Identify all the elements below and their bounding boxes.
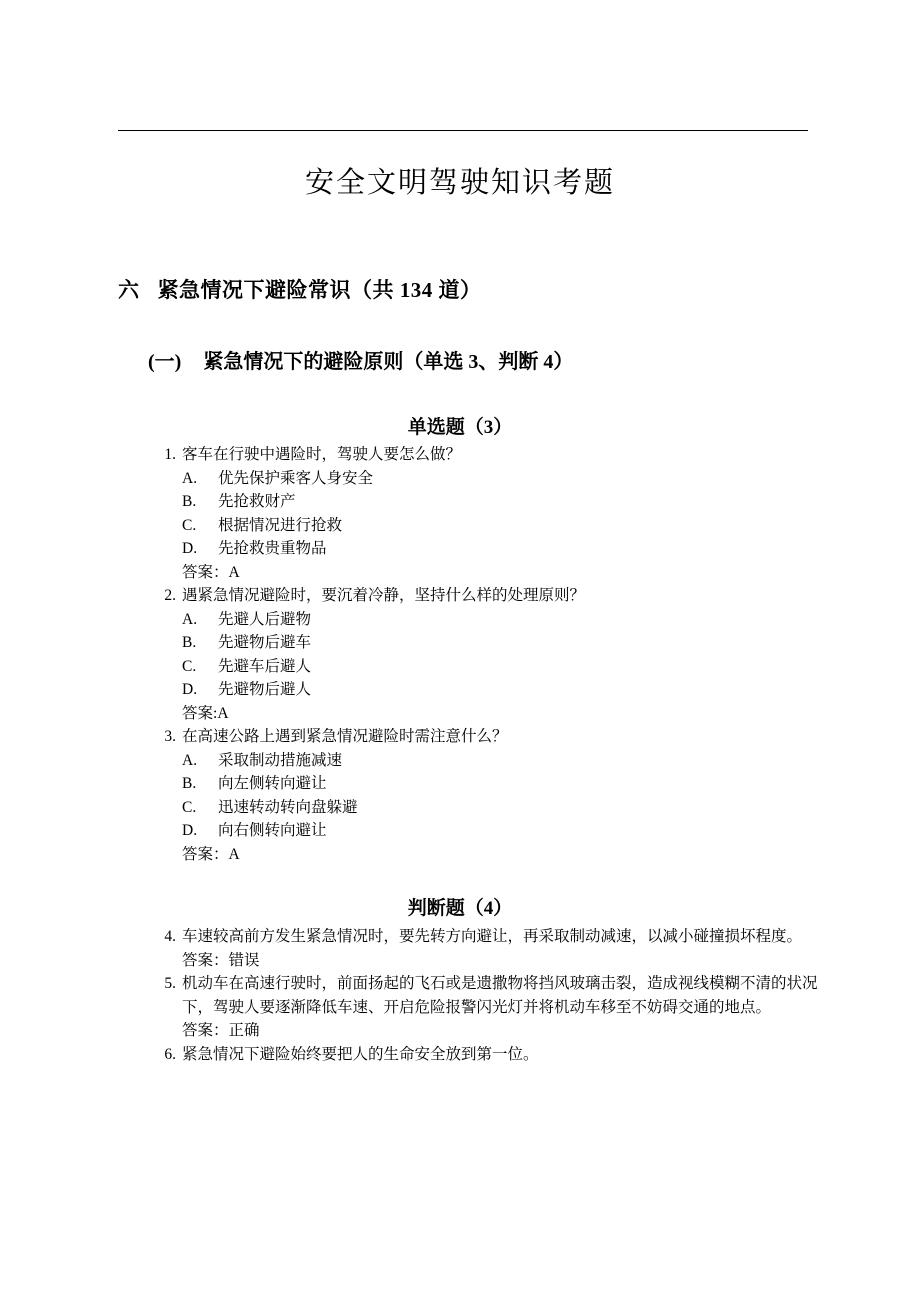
answer-value: A [228,845,240,863]
answer-label: 答案： [182,1022,229,1039]
question-stem: 遇紧急情况避险时，要沉着冷静，坚持什么样的处理原则？ [182,587,586,604]
option-text: 先避人后避物 [218,610,312,628]
single-choice-heading: 单选题（3） [407,417,513,438]
option-label: A. [182,751,198,769]
section-heading-number: 六 [118,278,140,302]
question-item [0,1043,920,1067]
answer-row [182,843,820,867]
question-stem: 紧急情况下避险始终要把人的生命安全放到第一位。 [182,1045,539,1063]
option-row [182,631,820,655]
single-choice-question-list [0,443,920,866]
answer-label: 答案： [182,563,229,581]
answer-row [182,702,820,726]
answer-value: A [217,704,229,722]
question-item [0,725,920,866]
option-row [182,655,820,679]
question-number: 2. [164,587,176,604]
answer-value: 错误 [228,951,260,969]
option-label: C. [182,516,197,534]
option-row [182,608,820,632]
option-row [182,537,820,561]
answer-row [182,949,820,973]
question-item [0,584,920,725]
option-text: 采取制动措施减速 [218,751,343,769]
option-text: 向左侧转向避让 [218,775,327,792]
section-heading [118,274,482,304]
option-text: 优先保护乘客人身安全 [218,469,374,487]
section-heading-text: 紧急情况下避险常识（共 134 道） [157,278,482,302]
option-label: A. [182,610,198,628]
option-row [182,490,820,514]
option-label: B. [182,634,197,651]
answer-value: 正确 [228,1022,260,1039]
option-row [182,467,820,491]
option-row [182,772,820,796]
question-item [0,443,920,584]
option-row [182,796,820,820]
answer-value: A [228,563,240,581]
answer-row [182,561,820,585]
question-item [0,925,920,972]
question-stem: 在高速公路上遇到紧急情况避险时需注意什么？ [182,728,508,745]
option-label: A. [182,469,198,487]
option-label: C. [182,798,197,816]
option-text: 先抢救财产 [218,493,296,510]
answer-label: 答案： [182,845,229,863]
question-number: 4. [164,928,176,945]
question-number: 1. [164,446,176,463]
page-title: 安全文明驾驶知识考题 [304,167,615,199]
subsection-heading-number: (一) [148,351,182,373]
option-text: 先避车后避人 [218,657,312,675]
option-label: C. [182,657,197,675]
question-stem: 机动车在高速行驶时，前面扬起的飞石或是遗撒物将挡风玻璃击裂，造成视线模糊不清的状况下，驾驶人要逐渐降低车速、开启危险报警闪光灯并将机动车移至不妨碍交通的地点。 [182,975,818,1016]
option-label: B. [182,775,197,792]
option-row [182,749,820,773]
question-stem: 客车在行驶中遇险时，驾驶人要怎么做？ [182,446,462,463]
answer-label: 答案: [182,704,218,722]
option-label: B. [182,493,197,510]
option-text: 先避物后避车 [218,634,312,651]
option-label: D. [182,540,198,557]
answer-label: 答案： [182,951,229,969]
option-label: D. [182,822,198,839]
option-row [182,678,820,702]
option-label: D. [182,681,198,698]
question-number: 5. [164,975,176,992]
option-text: 迅速转动转向盘躲避 [218,798,358,816]
question-item [0,972,920,1043]
answer-row [182,1019,820,1043]
question-number: 6. [164,1045,176,1063]
judgement-question-list [0,925,920,1066]
option-row [182,514,820,538]
option-text: 先抢救贵重物品 [218,540,327,557]
subsection-heading-text: 紧急情况下的避险原则（单选 3、判断 4） [203,351,574,373]
option-text: 先避物后避人 [218,681,312,698]
subsection-heading [148,345,573,374]
option-text: 向右侧转向避让 [218,822,327,839]
question-stem: 车速较高前方发生紧急情况时，要先转方向避让，再采取制动减速，以减小碰撞损坏程度。 [182,928,803,945]
option-row [182,819,820,843]
header-rule [118,130,808,131]
judgement-heading: 判断题（4） [407,898,513,919]
option-text: 根据情况进行抢救 [218,516,343,534]
question-number: 3. [164,728,176,745]
